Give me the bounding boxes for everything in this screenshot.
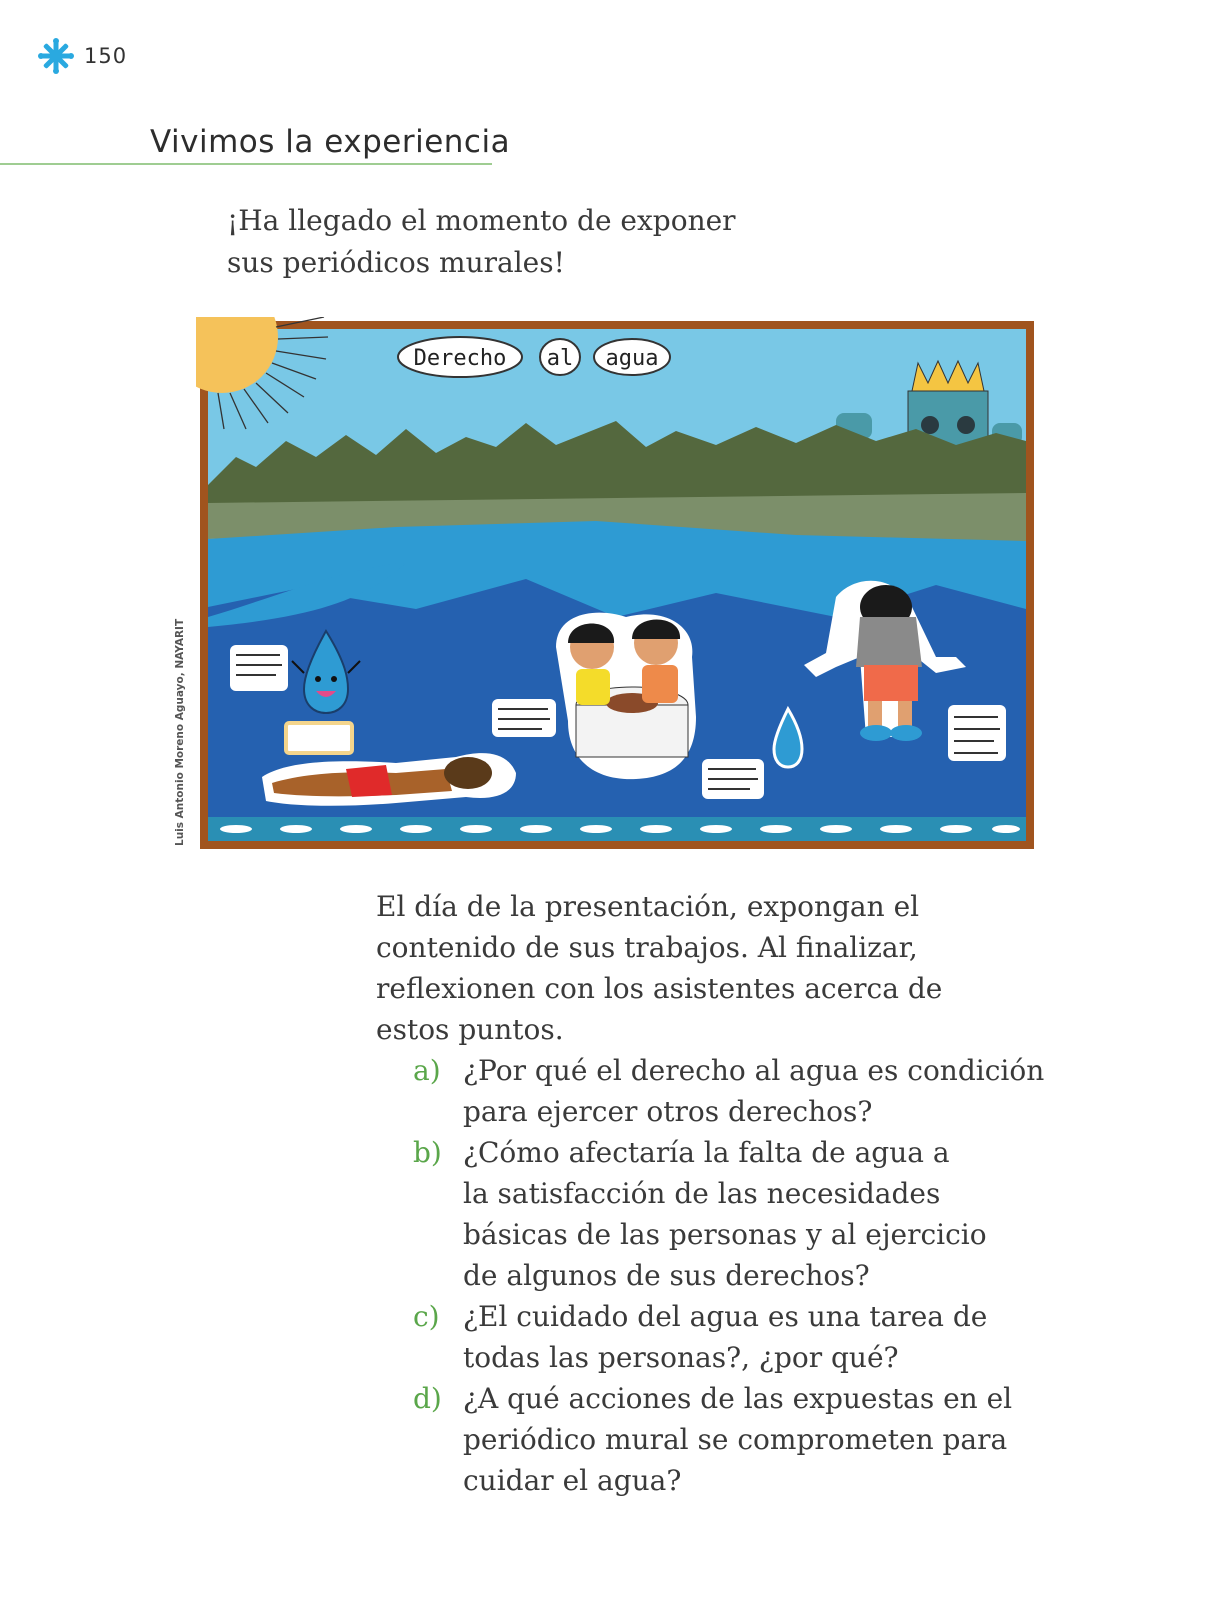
question-item bbox=[413, 1050, 1113, 1132]
question-line: ¿El cuidado del agua es una tarea de bbox=[463, 1300, 988, 1333]
body-line: estos puntos. bbox=[376, 1013, 564, 1046]
question-letter: b) bbox=[413, 1136, 442, 1169]
page-header bbox=[38, 38, 127, 74]
question-list bbox=[413, 1050, 1113, 1501]
question-text bbox=[463, 1050, 1113, 1132]
question-item bbox=[413, 1296, 1113, 1378]
question-letter: c) bbox=[413, 1300, 440, 1333]
question-line: de algunos de sus derechos? bbox=[463, 1259, 870, 1292]
intro-line: sus periódicos murales! bbox=[227, 246, 565, 279]
intro-text bbox=[227, 200, 827, 284]
question-text bbox=[463, 1132, 1113, 1296]
intro-line: ¡Ha llegado el momento de exponer bbox=[227, 204, 736, 237]
question-item bbox=[413, 1378, 1113, 1501]
question-line: ¿Cómo afectaría la falta de agua a bbox=[463, 1136, 950, 1169]
question-text bbox=[463, 1296, 1113, 1378]
question-item bbox=[413, 1132, 1113, 1296]
body-line: reflexionen con los asistentes acerca de bbox=[376, 972, 943, 1005]
section-title: Vivimos la experiencia bbox=[150, 124, 511, 160]
question-line: todas las personas?, ¿por qué? bbox=[463, 1341, 899, 1374]
page-number: 150 bbox=[84, 44, 128, 68]
question-line: para ejercer otros derechos? bbox=[463, 1095, 873, 1128]
banner-word: agua bbox=[605, 346, 659, 371]
question-line: ¿A qué acciones de las expuestas en el bbox=[463, 1382, 1013, 1415]
question-line: periódico mural se comprometen para bbox=[463, 1423, 1008, 1456]
question-line: cuidar el agua? bbox=[463, 1464, 682, 1497]
mural-illustration bbox=[196, 317, 1038, 853]
body-line: contenido de sus trabajos. Al finalizar, bbox=[376, 931, 918, 964]
question-letter: d) bbox=[413, 1382, 442, 1415]
banner-word: al bbox=[546, 346, 574, 371]
body-paragraph bbox=[376, 886, 1136, 1050]
snowflake-ornament-icon bbox=[38, 38, 74, 74]
question-line: la satisfacción de las necesidades bbox=[463, 1177, 941, 1210]
question-line: básicas de las personas y al ejercicio bbox=[463, 1218, 987, 1251]
banner-word: Derecho bbox=[413, 346, 507, 371]
question-letter: a) bbox=[413, 1054, 441, 1087]
children-at-table-illustration bbox=[556, 613, 696, 780]
title-underline bbox=[0, 163, 492, 165]
body-line: El día de la presentación, expongan el bbox=[376, 890, 920, 923]
illustration-credit: Luis Antonio Moreno Aguayo, NAYARIT bbox=[174, 618, 186, 846]
question-line: ¿Por qué el derecho al agua es condición bbox=[463, 1054, 1045, 1087]
question-text bbox=[463, 1378, 1113, 1501]
